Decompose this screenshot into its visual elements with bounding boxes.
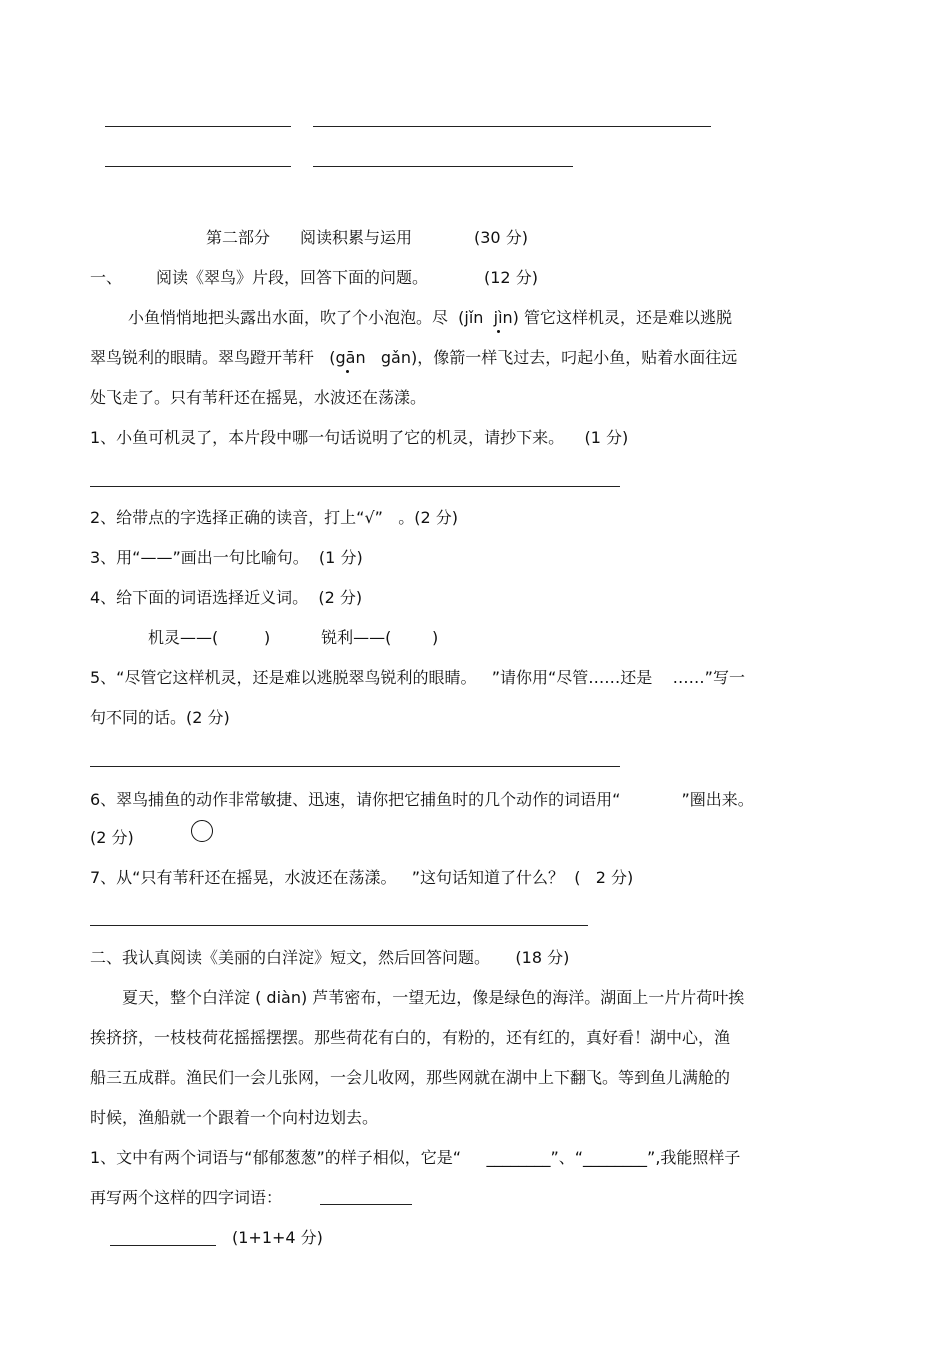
answer-line — [313, 166, 573, 167]
emphasis-dot — [497, 330, 500, 333]
q2-passage-line: 时候，渔船就一个跟着一个向村边划去。 — [90, 1108, 379, 1127]
q1-question-7: 7、从“只有苇秆还在摇晃，水波还在荡漾。 ”这句话知道了什么？ ( 2 分) — [90, 868, 634, 887]
q1-question-4: 4、给下面的词语选择近义词。 (2 分) — [90, 588, 363, 607]
answer-line — [105, 166, 291, 167]
answer-line — [313, 126, 711, 127]
q1-question-5: 5、“尽管它这样机灵，还是难以逃脱翠鸟锐利的眼睛。 ”请你用“尽管……还是 ……”写一 — [90, 668, 745, 687]
section-part: 第二部分 — [206, 228, 271, 247]
answer-line — [110, 1245, 216, 1246]
q2-heading: 二、我认真阅读《美丽的白洋淀》短文，然后回答问题。 (18 分) — [90, 948, 570, 967]
q2-passage-line: 挨挤挤，一枝枝荷花摇摇摆摆。那些荷花有白的，有粉的，还有红的，真好看！湖中心，渔 — [90, 1028, 731, 1047]
q2-question-1-cont: 再写两个这样的四字词语： — [90, 1188, 283, 1207]
q1-question-1: 1、小鱼可机灵了，本片段中哪一句话说明了它的机灵，请抄下来。 (1 分) — [90, 428, 629, 447]
emphasis-dot — [346, 370, 349, 373]
section-score: (30 分) — [474, 228, 528, 247]
q1-score: (12 分) — [484, 268, 538, 287]
q2-question-1: 1、文中有两个词语与“郁郁葱葱”的样子相似，它是“ ________”、“________”,我能照样子 — [90, 1148, 741, 1167]
q1-passage-line: 小鱼悄悄地把头露出水面，吹了个小泡泡。尽 (jǐn jìn) 管它这样机灵，还是难以逃脱 — [128, 308, 732, 327]
answer-line — [90, 486, 620, 487]
q2-passage-line: 船三五成群。渔民们一会儿张网，一会儿收网，那些网就在湖中上下翻飞。等到鱼儿满舱的 — [90, 1068, 731, 1087]
q1-number: 一、 — [90, 268, 123, 287]
q2-question-1-score: (1+1+4 分) — [232, 1228, 323, 1247]
q1-question-2: 2、给带点的字选择正确的读音，打上“√” 。(2 分) — [90, 508, 458, 527]
q2-passage-line: 夏天，整个白洋淀 ( diàn) 芦苇密布，一望无边，像是绿色的海洋。湖面上一片片荷叶挨 — [122, 988, 745, 1007]
synonym-row: 机灵——( ) 锐利——( ) — [148, 628, 439, 647]
answer-line — [90, 925, 588, 926]
answer-line — [105, 126, 291, 127]
answer-line — [90, 766, 620, 767]
answer-line — [320, 1204, 412, 1205]
q1-passage-line: 翠鸟锐利的眼睛。翠鸟蹬开苇秆 (gān gǎn)，像箭一样飞过去，叼起小鱼，贴着水面往远 — [90, 348, 738, 367]
q1-heading: 阅读《翠鸟》片段，回答下面的问题。 — [156, 268, 429, 287]
q1-question-5-cont: 句不同的话。(2 分) — [90, 708, 230, 727]
q1-passage-line: 处飞走了。只有苇秆还在摇晃，水波还在荡漾。 — [90, 388, 427, 407]
section-name: 阅读积累与运用 — [300, 228, 413, 247]
q1-question-3: 3、用“——”画出一句比喻句。 (1 分) — [90, 548, 363, 567]
q1-question-6: 6、翠鸟捕鱼的动作非常敏捷、迅速，请你把它捕鱼时的几个动作的词语用“ ”圈出来。 — [90, 790, 754, 809]
q1-question-6-score: (2 分) — [90, 828, 134, 847]
circle-symbol — [191, 820, 213, 842]
